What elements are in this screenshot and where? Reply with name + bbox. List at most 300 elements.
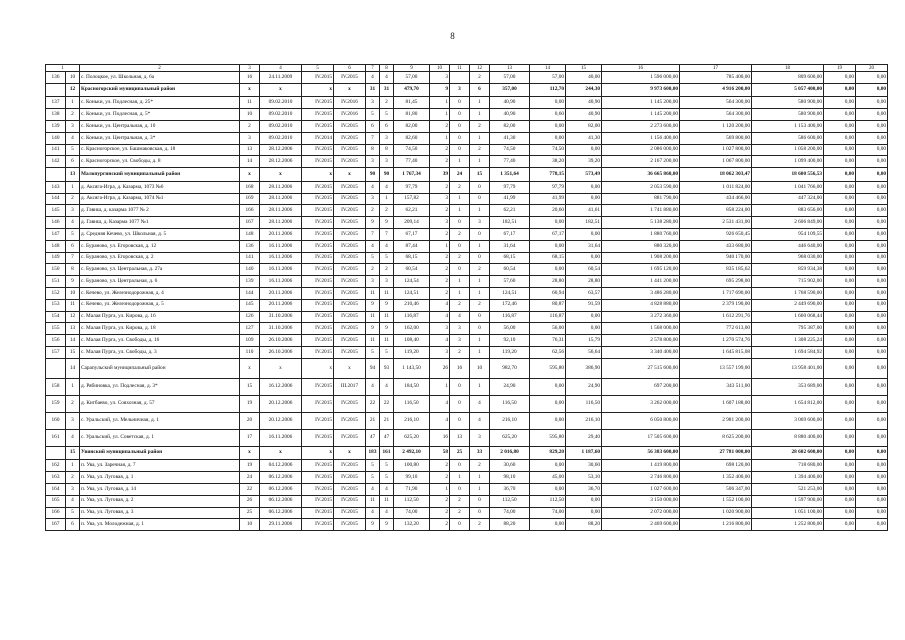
value-cell: 62,56 xyxy=(530,346,566,358)
value-cell: 2 xyxy=(240,120,260,132)
value-cell: 0,00 xyxy=(824,358,856,378)
value-cell: 2 xyxy=(366,264,380,276)
value-cell: 28,80 xyxy=(566,276,602,288)
value-cell: 0,00 xyxy=(824,217,856,229)
value-cell: 16.11.2006 xyxy=(260,264,302,276)
value-cell: 0,00 xyxy=(856,168,888,182)
value-cell: х xyxy=(302,446,334,460)
value-cell: 2 xyxy=(450,181,470,193)
value-cell: 3 xyxy=(450,335,470,347)
address-cell: с. Бураново, ул. Егоровская, д. 2 xyxy=(80,252,240,264)
district-index-cell: 12 xyxy=(66,83,80,97)
value-cell: 580 900,00 xyxy=(752,97,824,109)
address-cell: с. Малая Пурга, ул. Кирова, д. 16 xyxy=(80,311,240,323)
value-cell: 9 xyxy=(366,323,380,335)
value-cell: 0,00 xyxy=(566,193,602,205)
district-index-cell: 2 xyxy=(66,109,80,121)
value-cell: 353 689,00 xyxy=(752,378,824,395)
value-cell: 829,20 xyxy=(530,446,566,460)
value-cell: х xyxy=(260,358,302,378)
value-cell: 715 902,00 xyxy=(752,276,824,288)
value-cell: IV.2015 xyxy=(302,395,334,412)
value-cell: 5 xyxy=(366,472,380,484)
row-number-cell: 161 xyxy=(46,429,66,446)
value-cell: 16.11.2006 xyxy=(260,276,302,288)
register-body xyxy=(46,72,888,531)
value-cell: 1 099 400,00 xyxy=(752,156,824,168)
housing-object-row xyxy=(46,460,888,472)
value-cell: 40,90 xyxy=(566,109,602,121)
value-cell: 216,10 xyxy=(490,412,530,429)
value-cell: 0,00 xyxy=(824,507,856,519)
value-cell: 1 552 100,00 xyxy=(680,495,752,507)
row-number-cell: 148 xyxy=(46,240,66,252)
value-cell: 108,40 xyxy=(394,335,430,347)
value-cell: 157,82 xyxy=(394,193,430,205)
value-cell: 28.11.2006 xyxy=(260,205,302,217)
value-cell: 76,31 xyxy=(530,335,566,347)
value-cell: IV.2015 xyxy=(334,346,366,358)
value-cell: 31 xyxy=(380,83,394,97)
value-cell: 09.02.2010 xyxy=(260,109,302,121)
value-cell: 5 xyxy=(380,346,394,358)
value-cell: 0,00 xyxy=(824,495,856,507)
value-cell: 1 xyxy=(430,483,450,495)
value-cell: 148 xyxy=(240,228,260,240)
value-cell: IV.2015 xyxy=(302,299,334,311)
address-cell: с. Коньки, ул. Центральная, д. 3* xyxy=(80,132,240,144)
column-number: 9 xyxy=(394,65,430,72)
value-cell: 57,00 xyxy=(490,72,530,84)
value-cell: 2 xyxy=(430,460,450,472)
value-cell: 2 981 200,00 xyxy=(680,412,752,429)
value-cell: 1 xyxy=(450,193,470,205)
housing-object-row xyxy=(46,287,888,299)
value-cell: 1 645 815,08 xyxy=(680,346,752,358)
value-cell: 569 800,00 xyxy=(680,132,752,144)
value-cell: 0,00 xyxy=(824,311,856,323)
value-cell: 62,21 xyxy=(394,205,430,217)
column-number: 14 xyxy=(530,65,566,72)
value-cell: 881 790,00 xyxy=(602,193,680,205)
value-cell: 5 138 280,00 xyxy=(602,217,680,229)
value-cell: 1 695 120,00 xyxy=(602,264,680,276)
value-cell: IV.2015 xyxy=(302,144,334,156)
value-cell: 10 xyxy=(240,519,260,531)
value-cell: 68,15 xyxy=(530,252,566,264)
housing-object-row xyxy=(46,483,888,495)
value-cell: 0,00 xyxy=(824,519,856,531)
value-cell: 82,60 xyxy=(394,132,430,144)
value-cell: 82,00 xyxy=(566,120,602,132)
address-cell: д. Рябиновка, ул. Подлесная, д. 3* xyxy=(80,378,240,395)
value-cell: 0,00 xyxy=(856,287,888,299)
value-cell: 1 270 574,76 xyxy=(680,335,752,347)
value-cell: 67,17 xyxy=(490,228,530,240)
value-cell: 573,49 xyxy=(566,168,602,182)
value-cell: 697 200,00 xyxy=(602,378,680,395)
district-index-cell: 15 xyxy=(66,446,80,460)
value-cell: 479,70 xyxy=(394,83,430,97)
value-cell: 1 741 880,00 xyxy=(602,205,680,217)
value-cell: 16 xyxy=(430,429,450,446)
value-cell: 0,00 xyxy=(856,276,888,288)
housing-object-row xyxy=(46,240,888,252)
district-index-cell: 14 xyxy=(66,335,80,347)
value-cell: 0,00 xyxy=(856,144,888,156)
value-cell: 0,00 xyxy=(530,120,566,132)
value-cell: 93 xyxy=(380,358,394,378)
value-cell: 1 051 100,00 xyxy=(752,507,824,519)
value-cell: 809 600,00 xyxy=(752,72,824,84)
value-cell: 0,00 xyxy=(856,217,888,229)
value-cell: 0 xyxy=(470,311,490,323)
value-cell: 0,00 xyxy=(824,264,856,276)
value-cell: 2 xyxy=(450,252,470,264)
value-cell: 1 xyxy=(470,346,490,358)
district-index-cell: 7 xyxy=(66,252,80,264)
value-cell: 56,00 xyxy=(530,323,566,335)
value-cell: 1 027 600,00 xyxy=(602,483,680,495)
value-cell: 0,00 xyxy=(566,323,602,335)
value-cell: 2 606 849,00 xyxy=(752,217,824,229)
row-number-cell: 167 xyxy=(46,519,66,531)
value-cell: IV.2015 xyxy=(334,120,366,132)
value-cell: 4 xyxy=(380,181,394,193)
value-cell: 2 469 600,00 xyxy=(602,519,680,531)
value-cell: 0,00 xyxy=(856,83,888,97)
value-cell: 2 xyxy=(380,264,394,276)
value-cell: 3 xyxy=(450,83,470,97)
value-cell: 58 xyxy=(430,446,450,460)
value-cell: 1 xyxy=(450,276,470,288)
value-cell: 0,00 xyxy=(856,109,888,121)
value-cell: 124,51 xyxy=(490,287,530,299)
value-cell: IV.2015 xyxy=(302,346,334,358)
value-cell: 4 828 880,00 xyxy=(602,299,680,311)
value-cell: III.2017 xyxy=(334,378,366,395)
value-cell: 0,00 xyxy=(856,252,888,264)
value-cell: 1 394 400,00 xyxy=(752,472,824,484)
value-cell: 5 xyxy=(380,460,394,472)
row-number-cell xyxy=(46,358,66,378)
district-index-cell: 13 xyxy=(66,323,80,335)
value-cell: 20.11.2006 xyxy=(260,228,302,240)
value-cell: 0,00 xyxy=(824,97,856,109)
value-cell: 4 xyxy=(470,412,490,429)
value-cell: 2 xyxy=(450,346,470,358)
value-cell: IV.2015 xyxy=(334,193,366,205)
value-cell: 2 379 190,00 xyxy=(680,299,752,311)
value-cell: 116,50 xyxy=(566,395,602,412)
address-cell: с. Бураново, ул. Егоровская, д. 12 xyxy=(80,240,240,252)
housing-object-row xyxy=(46,109,888,121)
value-cell: 110 xyxy=(240,346,260,358)
value-cell: 2 xyxy=(470,144,490,156)
value-cell: 386,90 xyxy=(566,358,602,378)
value-cell: IV.2016 xyxy=(334,109,366,121)
value-cell: 18 062 303,47 xyxy=(680,168,752,182)
district-index-cell: 1 xyxy=(66,181,80,193)
value-cell: 1 153 400,00 xyxy=(752,120,824,132)
value-cell: 7 xyxy=(380,228,394,240)
housing-object-row xyxy=(46,276,888,288)
value-cell: 0 xyxy=(450,120,470,132)
value-cell: 926 650,45 xyxy=(680,228,752,240)
value-cell: 0,00 xyxy=(856,378,888,395)
housing-object-row xyxy=(46,346,888,358)
value-cell: 0,00 xyxy=(856,335,888,347)
value-cell: 2 xyxy=(430,181,450,193)
value-cell: 1 xyxy=(470,378,490,395)
value-cell: 3 xyxy=(366,276,380,288)
value-cell: 74,50 xyxy=(394,144,430,156)
value-cell: IV.2015 xyxy=(302,252,334,264)
value-cell: IV.2015 xyxy=(334,132,366,144)
housing-object-row xyxy=(46,132,888,144)
value-cell: 209,14 xyxy=(394,217,430,229)
value-cell: 883 656,00 xyxy=(752,205,824,217)
value-cell: 1 xyxy=(470,132,490,144)
value-cell: 3 xyxy=(380,132,394,144)
address-cell: с. Полоцкое, ул. Школьная, д. 6а xyxy=(80,72,240,84)
value-cell: х xyxy=(260,83,302,97)
value-cell: IV.2015 xyxy=(302,378,334,395)
value-cell: 145 xyxy=(240,299,260,311)
value-cell: 1 717 690,00 xyxy=(680,287,752,299)
value-cell: 183 xyxy=(366,446,380,460)
value-cell: 9 xyxy=(380,519,394,531)
value-cell: 20.12.2006 xyxy=(260,395,302,412)
row-number-cell: 147 xyxy=(46,228,66,240)
value-cell: 0,00 xyxy=(824,168,856,182)
value-cell: IV.2015 xyxy=(334,72,366,84)
value-cell: 116,87 xyxy=(530,311,566,323)
value-cell: IV.2015 xyxy=(302,276,334,288)
value-cell: 2 xyxy=(470,120,490,132)
value-cell: 11 xyxy=(380,287,394,299)
value-cell: 2 086 000,00 xyxy=(602,144,680,156)
value-cell: 778,15 xyxy=(530,168,566,182)
value-cell: 16.11.2006 xyxy=(260,252,302,264)
value-cell: 0,00 xyxy=(856,446,888,460)
value-cell: 13 xyxy=(240,144,260,156)
district-index-cell: 6 xyxy=(66,156,80,168)
row-number-cell: 159 xyxy=(46,395,66,412)
value-cell: 0,00 xyxy=(530,264,566,276)
value-cell: 0,00 xyxy=(530,483,566,495)
housing-object-row xyxy=(46,472,888,484)
value-cell: 0 xyxy=(470,181,490,193)
district-index-cell: 5 xyxy=(66,228,80,240)
value-cell: 718 680,00 xyxy=(752,460,824,472)
value-cell: 116,50 xyxy=(394,395,430,412)
address-cell: с. Уральский, ул. Советская, д. 1 xyxy=(80,429,240,446)
value-cell: 1 768 590,00 xyxy=(752,287,824,299)
value-cell: 56,64 xyxy=(566,346,602,358)
resettlement-register-table xyxy=(45,64,888,531)
value-cell: 216,10 xyxy=(566,412,602,429)
value-cell: 1 xyxy=(470,335,490,347)
value-cell: 2 167 200,00 xyxy=(602,156,680,168)
value-cell: 20 xyxy=(240,412,260,429)
value-cell: 698 120,00 xyxy=(680,460,752,472)
value-cell: IV.2015 xyxy=(302,483,334,495)
value-cell: 53,10 xyxy=(566,472,602,484)
value-cell: 0,00 xyxy=(566,144,602,156)
value-cell: 244,30 xyxy=(566,83,602,97)
value-cell: 116,50 xyxy=(490,395,530,412)
row-number-cell: 149 xyxy=(46,252,66,264)
value-cell: 91,59 xyxy=(566,299,602,311)
value-cell: 3 xyxy=(450,323,470,335)
value-cell: 1 xyxy=(470,483,490,495)
value-cell: 15,79 xyxy=(566,335,602,347)
value-cell: 1 694 584,92 xyxy=(752,346,824,358)
value-cell: 77,40 xyxy=(394,156,430,168)
column-number: 6 xyxy=(334,65,366,72)
value-cell: 1 xyxy=(430,132,450,144)
value-cell: 0 xyxy=(470,228,490,240)
value-cell: 2 xyxy=(430,228,450,240)
value-cell: 16.11.2006 xyxy=(260,240,302,252)
housing-object-row xyxy=(46,97,888,109)
row-number-cell: 163 xyxy=(46,472,66,484)
value-cell: IV.2015 xyxy=(334,519,366,531)
column-number: 12 xyxy=(470,65,490,72)
value-cell: 2 xyxy=(380,97,394,109)
row-number-cell: 166 xyxy=(46,507,66,519)
value-cell: 112,50 xyxy=(394,495,430,507)
value-cell: 0 xyxy=(450,240,470,252)
value-cell: 16 xyxy=(240,72,260,84)
value-cell: 1 027 800,00 xyxy=(680,144,752,156)
value-cell: 2 xyxy=(430,120,450,132)
value-cell: IV.2015 xyxy=(302,228,334,240)
value-cell: 41,30 xyxy=(566,132,602,144)
district-index-cell: 4 xyxy=(66,429,80,446)
value-cell: 8 625 200,00 xyxy=(680,429,752,446)
value-cell: 60,54 xyxy=(566,264,602,276)
value-cell: 1 607 188,00 xyxy=(680,395,752,412)
value-cell: 06.12.2006 xyxy=(260,507,302,519)
value-cell: 1 441 200,00 xyxy=(602,276,680,288)
value-cell: IV.2015 xyxy=(334,311,366,323)
value-cell: 87,44 xyxy=(394,240,430,252)
value-cell: 0,00 xyxy=(824,287,856,299)
value-cell: 28.11.2006 xyxy=(260,217,302,229)
value-cell: 5 xyxy=(366,346,380,358)
value-cell: 0,00 xyxy=(856,412,888,429)
value-cell: 2 016,80 xyxy=(490,446,530,460)
column-number: 13 xyxy=(490,65,530,72)
value-cell: 0,00 xyxy=(530,132,566,144)
value-cell: 26 xyxy=(430,358,450,378)
value-cell: 1 041 766,00 xyxy=(752,181,824,193)
row-number-cell: 139 xyxy=(46,120,66,132)
row-number-cell: 164 xyxy=(46,483,66,495)
address-cell: с. Кечево, ул. Железнодорожная, д. 4 xyxy=(80,287,240,299)
value-cell: 954 109,55 xyxy=(752,228,824,240)
district-index-cell: 10 xyxy=(66,72,80,84)
value-cell: 0 xyxy=(450,132,470,144)
column-number-row xyxy=(46,65,888,72)
value-cell: 47 xyxy=(380,429,394,446)
row-number-cell: 156 xyxy=(46,335,66,347)
value-cell: 184,50 xyxy=(394,378,430,395)
district-index-cell: 10 xyxy=(66,287,80,299)
row-number-cell: 144 xyxy=(46,193,66,205)
district-index-cell: 6 xyxy=(66,519,80,531)
value-cell: IV.2015 xyxy=(302,287,334,299)
value-cell: 625,20 xyxy=(490,429,530,446)
value-cell: 26.10.2006 xyxy=(260,335,302,347)
value-cell: 182,51 xyxy=(566,217,602,229)
value-cell: 357,00 xyxy=(490,83,530,97)
value-cell: 5 xyxy=(366,109,380,121)
value-cell: 57,00 xyxy=(530,72,566,84)
value-cell: 15 xyxy=(240,378,260,395)
column-number: 1 xyxy=(46,65,80,72)
value-cell: 40,90 xyxy=(490,97,530,109)
value-cell: 06.12.2006 xyxy=(260,472,302,484)
value-cell: 1 908 200,00 xyxy=(602,252,680,264)
column-number: 4 xyxy=(260,65,302,72)
value-cell: 74,50 xyxy=(530,144,566,156)
value-cell: 1 xyxy=(470,109,490,121)
value-cell: 0,60 xyxy=(530,109,566,121)
value-cell: 0,00 xyxy=(824,120,856,132)
value-cell: 11 xyxy=(380,335,394,347)
value-cell: 595,80 xyxy=(530,429,566,446)
value-cell: 56 383 600,00 xyxy=(602,446,680,460)
column-number: 2 xyxy=(80,65,240,72)
value-cell: 4 xyxy=(470,395,490,412)
value-cell: 90 xyxy=(380,168,394,182)
housing-object-row xyxy=(46,144,888,156)
value-cell: 11 xyxy=(366,287,380,299)
municipal-district-row xyxy=(46,358,888,378)
value-cell: 112,50 xyxy=(530,495,566,507)
value-cell: 1 067 800,00 xyxy=(680,156,752,168)
value-cell: 0 xyxy=(450,460,470,472)
value-cell: 67,17 xyxy=(530,228,566,240)
value-cell: 36 665 860,00 xyxy=(602,168,680,182)
value-cell: 433 680,00 xyxy=(680,240,752,252)
value-cell: 41,61 xyxy=(566,205,602,217)
value-cell: IV.2015 xyxy=(302,193,334,205)
value-cell: 9 973 600,00 xyxy=(602,83,680,97)
value-cell: 0,00 xyxy=(824,395,856,412)
value-cell: х xyxy=(334,83,366,97)
value-cell: 4 xyxy=(380,483,394,495)
value-cell: 88,20 xyxy=(566,519,602,531)
value-cell: 2 492,10 xyxy=(394,446,430,460)
value-cell: 74,00 xyxy=(530,507,566,519)
value-cell: 0,00 xyxy=(856,240,888,252)
value-cell: х xyxy=(302,83,334,97)
address-cell: д. Аксяга-Игра, д. Казарма, 1074 №1 xyxy=(80,193,240,205)
address-cell: с. Красногорское, ул. Башмаковская, д. 18 xyxy=(80,144,240,156)
value-cell: х xyxy=(334,446,366,460)
value-cell: 982,70 xyxy=(490,358,530,378)
housing-object-row xyxy=(46,495,888,507)
value-cell: 28.11.2006 xyxy=(260,181,302,193)
address-cell: с. Малая Пурга, ул. Свободы, д. 16 xyxy=(80,335,240,347)
district-name-cell: Сарапульский муниципальный район xyxy=(80,358,240,378)
value-cell: 2 xyxy=(450,228,470,240)
value-cell: 26 xyxy=(240,495,260,507)
